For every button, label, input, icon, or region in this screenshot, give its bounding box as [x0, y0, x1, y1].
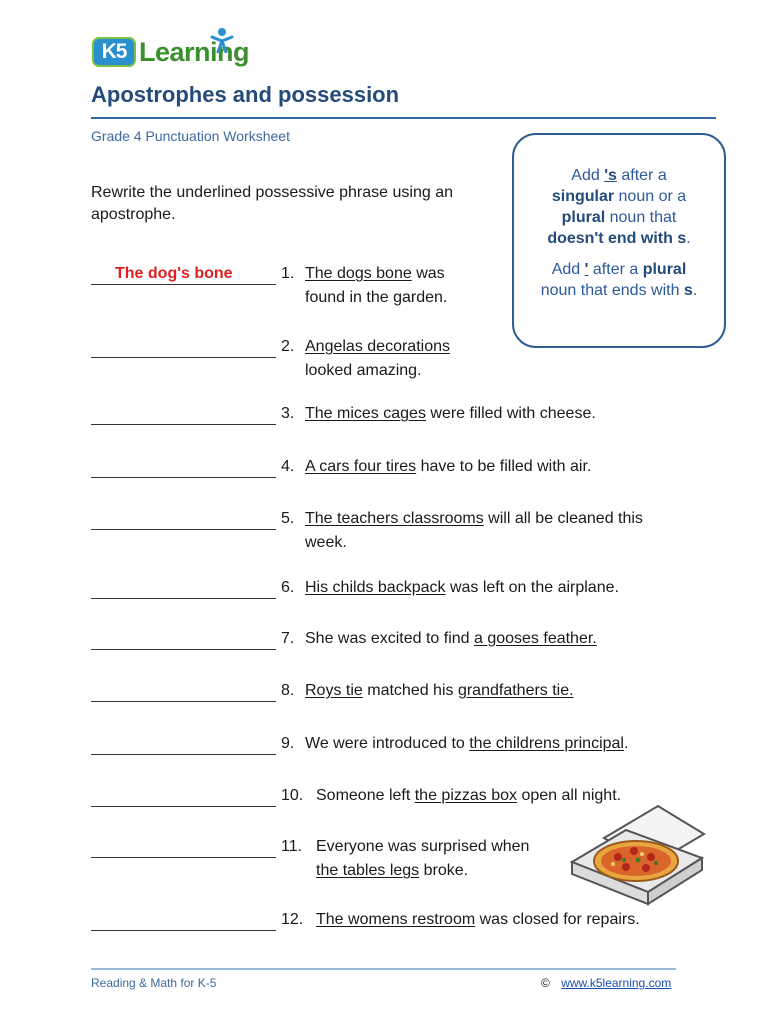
underlined-phrase: the pizzas box [414, 787, 518, 804]
question-text-plain: found in the garden. [305, 289, 448, 306]
question-text [305, 627, 597, 651]
underlined-phrase: The teachers classrooms [305, 510, 484, 527]
question-number: 11. [281, 838, 303, 855]
question-text-plain: . [623, 735, 629, 752]
underlined-phrase: the tables legs [316, 862, 420, 879]
question-text [305, 262, 445, 286]
rule-line-6: noun that ends with s. [540, 282, 698, 299]
rule-line-2: singular noun or a [551, 188, 687, 205]
question-text [305, 576, 619, 600]
question-text-continued [305, 286, 447, 310]
answer-blank-line[interactable] [91, 930, 276, 931]
question-text-continued [316, 859, 468, 883]
question-text-plain: week. [305, 534, 347, 551]
question-text-plain: We were introduced to [305, 735, 470, 752]
answer-blank-line[interactable] [91, 424, 276, 425]
question-text-plain: have to be filled with air. [416, 458, 592, 475]
underlined-phrase: grandfathers tie. [457, 682, 574, 699]
answer-blank-line[interactable] [91, 649, 276, 650]
question-text-plain: open all night. [517, 787, 622, 804]
answer-blank-line[interactable] [91, 477, 276, 478]
question-text-plain: were filled with cheese. [425, 405, 596, 422]
question-text-plain: will all be cleaned this [483, 510, 643, 527]
example-answer: The dog's bone [115, 265, 233, 282]
question-text [305, 455, 591, 479]
question-text-plain: looked amazing. [305, 362, 422, 379]
question-text-plain: was [411, 265, 445, 282]
question-text-plain: matched his [362, 682, 458, 699]
logo-k5-badge: K5 [92, 37, 136, 67]
footer-tagline: Reading & Math for K-5 [91, 976, 217, 990]
question-text [316, 835, 529, 859]
answer-blank-line[interactable] [91, 284, 276, 285]
question-text [305, 732, 628, 756]
question-text-plain: was closed for repairs. [475, 911, 640, 928]
question-number: 9. [281, 735, 295, 752]
question-number: 4. [281, 458, 295, 475]
worksheet-subtitle: Grade 4 Punctuation Worksheet [91, 128, 290, 144]
question-text-plain: Everyone was surprised when [316, 838, 530, 855]
underlined-phrase: The dogs bone [305, 265, 412, 282]
question-text [316, 908, 640, 932]
answer-blank-line[interactable] [91, 857, 276, 858]
page-title: Apostrophes and possession [91, 82, 400, 107]
question-text [305, 679, 574, 703]
answer-blank-line[interactable] [91, 529, 276, 530]
rule-line-3: plural noun that [561, 209, 677, 226]
answer-blank-line[interactable] [91, 598, 276, 599]
question-number: 6. [281, 579, 295, 596]
rule-line-5: Add ' after a plural [551, 261, 687, 278]
rule-box [512, 133, 726, 348]
footer-website-link[interactable]: www.k5learning.com [561, 976, 672, 990]
question-text-plain: was left on the airplane. [445, 579, 619, 596]
rule-line-1: Add 's after a [571, 167, 667, 184]
underlined-phrase: a gooses feather. [473, 630, 597, 647]
question-text-plain: broke. [419, 862, 469, 879]
rule-line-4: doesn't end with s. [547, 230, 691, 247]
logo-learning-text: Learning [139, 37, 249, 68]
underlined-phrase: The mices cages [305, 405, 426, 422]
question-text-plain: Someone left [316, 787, 415, 804]
answer-blank-line[interactable] [91, 806, 276, 807]
answer-blank-line[interactable] [91, 357, 276, 358]
question-number: 1. [281, 265, 295, 282]
person-star-icon [209, 27, 235, 53]
question-text-continued [305, 531, 347, 555]
footer-copyright: © www.k5learning.com [541, 976, 672, 990]
k5-learning-logo [92, 32, 249, 72]
question-number: 5. [281, 510, 295, 527]
underlined-phrase: the childrens principal [469, 735, 624, 752]
answer-blank-line[interactable] [91, 701, 276, 702]
underlined-phrase: Roys tie [305, 682, 363, 699]
question-text [305, 402, 596, 426]
question-text-continued [305, 359, 422, 383]
question-text [305, 335, 450, 359]
pizza-box-illustration [566, 800, 706, 910]
underlined-phrase: The womens restroom [316, 911, 476, 928]
question-number: 12. [281, 911, 304, 928]
question-text [305, 507, 643, 531]
question-number: 3. [281, 405, 295, 422]
question-number: 2. [281, 338, 295, 355]
answer-blank-line[interactable] [91, 754, 276, 755]
footer-divider [91, 968, 676, 970]
underlined-phrase: A cars four tires [305, 458, 417, 475]
underlined-phrase: His childs backpack [305, 579, 446, 596]
question-number: 7. [281, 630, 295, 647]
question-text-plain: She was excited to find [305, 630, 474, 647]
question-number: 8. [281, 682, 295, 699]
instructions-text: Rewrite the underlined possessive phrase using an apostrophe. [91, 184, 453, 223]
underlined-phrase: Angelas decorations [305, 338, 450, 355]
title-divider [91, 117, 716, 119]
question-number: 10. [281, 787, 304, 804]
